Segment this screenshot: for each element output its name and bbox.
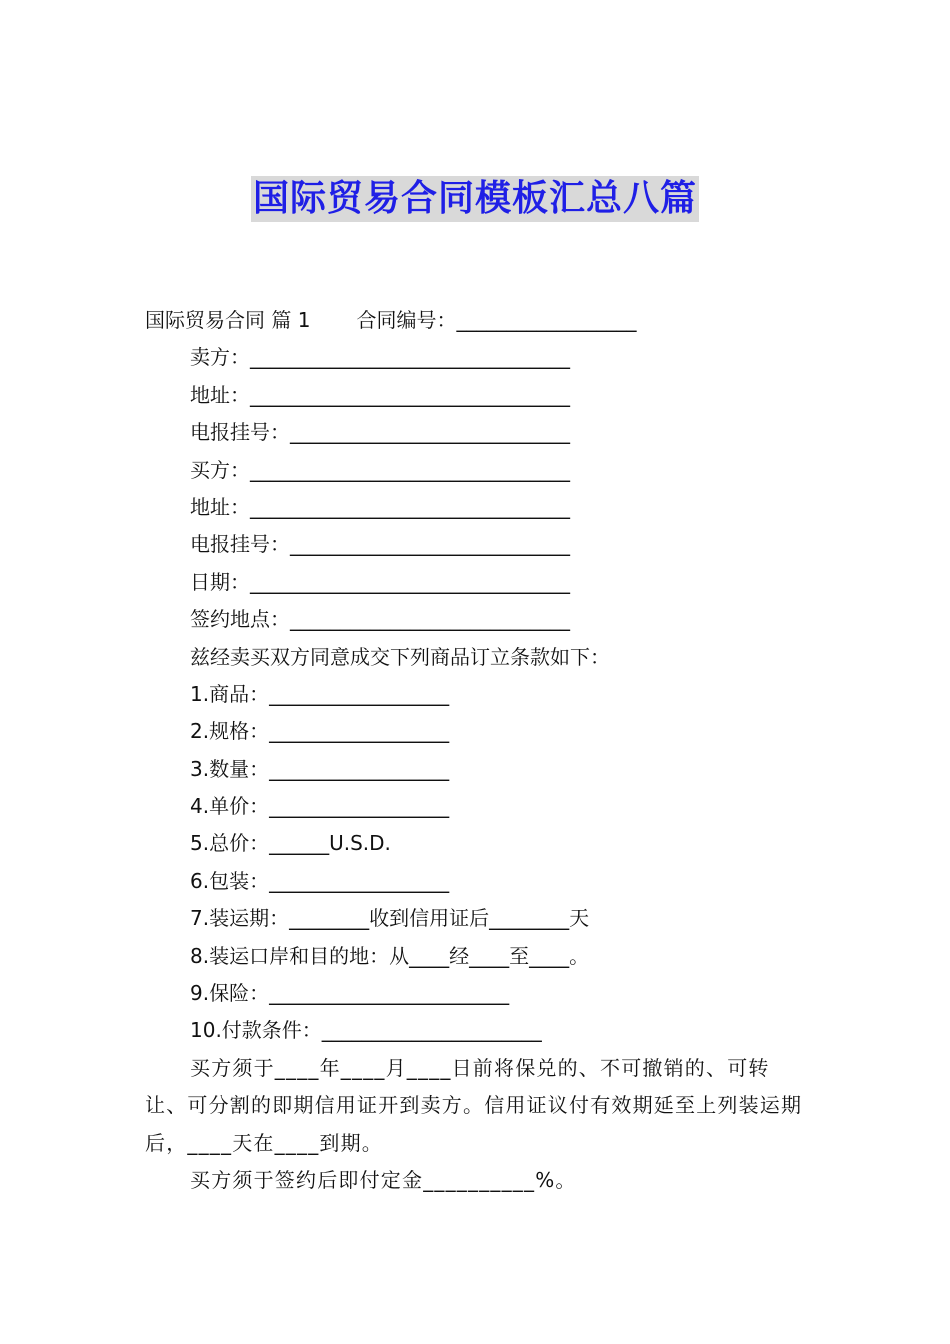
deposit-paragraph: 买方须于签约后即付定金__________%。 [190, 1168, 577, 1193]
contract-heading [145, 302, 810, 339]
buyer-address-field: 地址：________________________________ [190, 494, 570, 519]
contract-number-field: 合同编号：__________________ [356, 308, 637, 332]
buyer-telegraph-field: 电报挂号：____________________________ [190, 532, 570, 557]
payment-paragraph: 买方须于____年____月____日前将保兑的、不可撤销的、可转让、可分割的即期信用证开到卖方。信用证议付有效期延至上列装运期后，____天在____到期。 [145, 1055, 803, 1155]
document-title: 国际贸易合同模板汇总八篇 [251, 176, 699, 222]
term-specification: 2.规格：__________________ [190, 719, 450, 744]
term-payment: 10.付款条件：______________________ [190, 1018, 542, 1043]
term-ports: 8.装运口岸和目的地：从____经____至____。 [190, 943, 590, 968]
seller-field: 卖方：________________________________ [190, 345, 570, 370]
agreement-intro: 兹经卖买双方同意成交下列商品订立条款如下： [190, 644, 610, 669]
seller-telegraph-field: 电报挂号：____________________________ [190, 420, 570, 445]
term-shipment: 7.装运期：________收到信用证后________天 [190, 906, 590, 931]
title-wrap [0, 176, 950, 222]
signing-place-field: 签约地点：____________________________ [190, 607, 570, 632]
buyer-field: 买方：________________________________ [190, 457, 570, 482]
seller-address-field: 地址：________________________________ [190, 382, 570, 407]
term-insurance: 9.保险：________________________ [190, 981, 510, 1006]
term-unit-price: 4.单价：__________________ [190, 794, 450, 819]
term-packing: 6.包装：__________________ [190, 868, 450, 893]
term-quantity: 3.数量：__________________ [190, 756, 450, 781]
term-commodity: 1.商品：__________________ [190, 681, 450, 706]
term-total-price: 5.总价：______U.S.D. [190, 831, 391, 856]
date-field: 日期：________________________________ [190, 569, 570, 594]
contract-name: 国际贸易合同 篇 1 [145, 308, 311, 332]
document-body [145, 302, 810, 1199]
